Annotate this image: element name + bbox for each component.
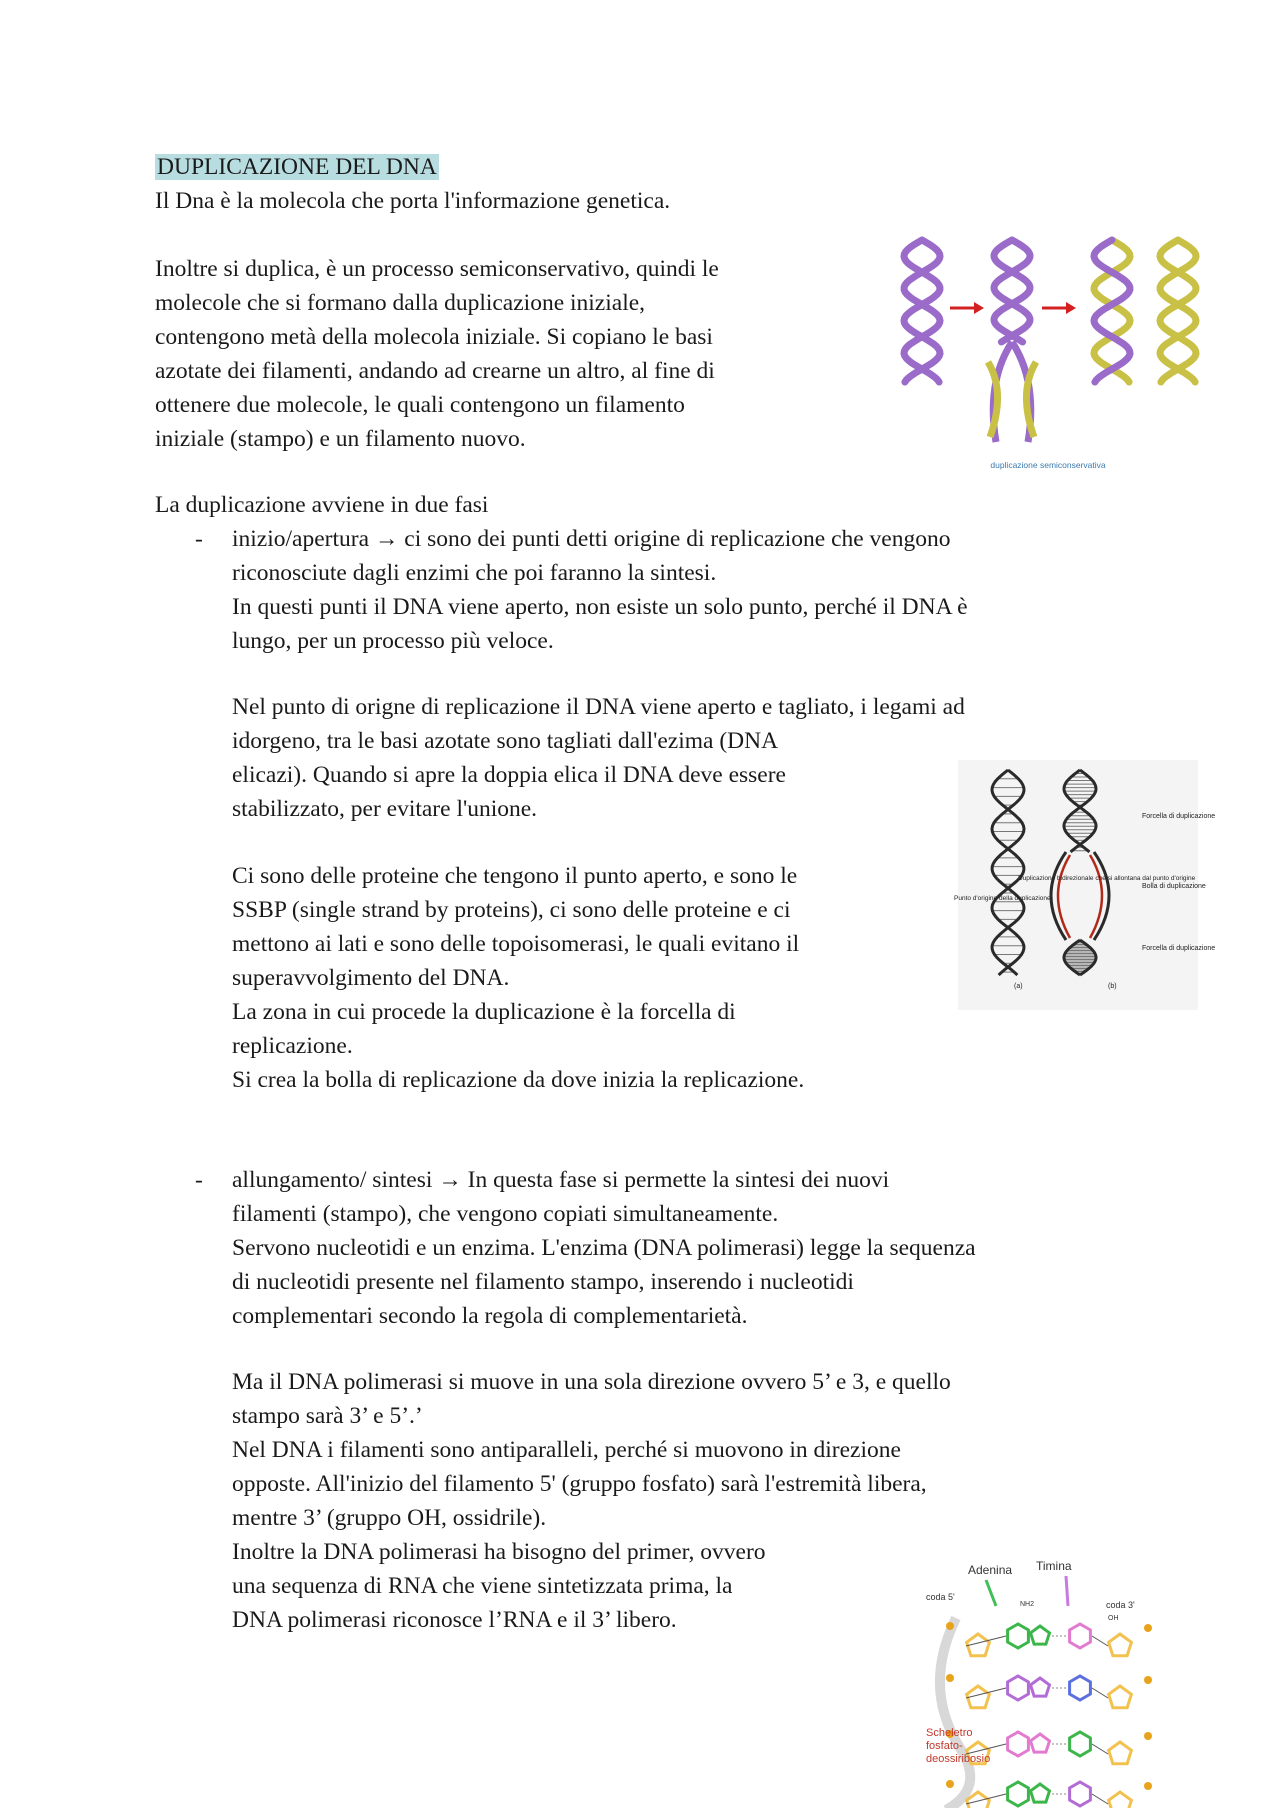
b1-line: In questi punti il DNA viene aperto, non esiste un solo punto, perché il DNA è <box>232 594 968 620</box>
label-oh: OH <box>1108 1615 1119 1622</box>
label-forcella: Forcella di duplicazione <box>1142 813 1216 820</box>
phosphate-right <box>1144 1782 1152 1790</box>
dna-chemistry-illustration <box>916 1548 1176 1808</box>
p1-line: molecole che si formano dalla duplicazione iniziale, <box>155 290 646 316</box>
b1-line: idorgeno, tra le basi azotate sono tagliati dall'ezima (DNA <box>232 728 779 754</box>
b1-line: inizio/apertura → ci sono dei punti detti origine di replicazione che vengono <box>232 526 951 552</box>
label-nh2: NH2 <box>1020 1601 1035 1608</box>
daughter-helix-right <box>1160 240 1196 382</box>
base-ring-left-b <box>1031 1734 1050 1752</box>
base-ring-left <box>1008 1782 1029 1806</box>
phosphate-left <box>946 1674 954 1682</box>
splitting-helix <box>988 240 1036 442</box>
helix-b-top-strand-1 <box>1064 770 1096 852</box>
timina-arrow <box>1066 1576 1068 1606</box>
phosphate-left <box>946 1622 954 1630</box>
p1-line: azotate dei filamenti, andando ad crearne un altro, al fine di <box>155 358 715 384</box>
semiconservative-illustration <box>886 232 1206 472</box>
parent-helix <box>904 240 940 382</box>
b1-line: superavvolgimento del DNA. <box>232 965 510 991</box>
label-timina: Timina <box>1036 1559 1072 1573</box>
b2-line: allungamento/ sintesi → In questa fase si permette la sintesi dei nuovi <box>232 1167 890 1193</box>
nucleotide-rows <box>946 1622 1152 1808</box>
b1-line: elicazi). Quando si apre la doppia elica il DNA deve essere <box>232 762 786 788</box>
b1-line: mettono ai lati e sono delle topoisomerasi, le quali evitano il <box>232 931 800 957</box>
b2-line: filamenti (stampo), che vengono copiati simultaneamente. <box>232 1201 779 1227</box>
semiconservative-figure <box>886 232 1206 472</box>
sugar-right <box>1109 1742 1132 1764</box>
b1-line: Ci sono delle proteine che tengono il punto aperto, e sono le <box>232 863 798 889</box>
label-forcella-2: Forcella di duplicazione <box>1142 945 1216 952</box>
glycosidic-bond <box>1092 1636 1108 1646</box>
p1-line: contengono metà della molecola iniziale. Si copiano le basi <box>155 324 713 350</box>
sugar-right <box>1109 1792 1132 1808</box>
new-strand-left <box>1058 855 1070 938</box>
daughter-helix-left <box>1094 240 1130 382</box>
b2-line: mentre 3’ (gruppo OH, ossidrile). <box>232 1505 547 1531</box>
red-arrow <box>950 302 984 314</box>
p1-line: iniziale (stampo) e un filamento nuovo. <box>155 426 526 452</box>
red-arrow <box>1042 302 1076 314</box>
base-ring-left-b <box>1031 1626 1050 1644</box>
scheletro-line: Scheletro <box>926 1727 973 1739</box>
b1-line: stabilizzato, per evitare l'unione. <box>232 796 538 822</box>
b1-line: replicazione. <box>232 1033 353 1059</box>
b2-line: una sequenza di RNA che viene sintetizzata prima, la <box>232 1573 733 1599</box>
label-coda3: coda 3' <box>1106 1600 1135 1610</box>
scheletro-line: fosfato- <box>926 1740 963 1752</box>
b2-line: Nel DNA i filamenti sono antiparalleli, perché si muovono in direzione <box>232 1437 901 1463</box>
base-ring-left <box>1008 1624 1029 1648</box>
base-ring-left <box>1008 1676 1029 1700</box>
bullet-marker: - <box>195 1167 203 1193</box>
label-bolla: Bolla di duplicazione <box>1142 883 1206 890</box>
base-ring-left-b <box>1031 1678 1050 1696</box>
bullet-marker: - <box>195 526 203 552</box>
label-scheletro <box>926 1727 990 1765</box>
base-ring-left-b <box>1031 1784 1050 1802</box>
base-ring-left <box>1008 1732 1029 1756</box>
b1-line: Nel punto di origne di replicazione il DNA viene aperto e tagliato, i legami ad <box>232 694 965 720</box>
phosphate-right <box>1144 1676 1152 1684</box>
b2-line: complementari secondo la regola di complementarietà. <box>232 1303 748 1329</box>
scheletro-line: deossiribosio <box>926 1753 991 1765</box>
label-dup: Duplicazione bidirezionale che si allontana dal punto d'origine <box>1018 875 1196 882</box>
replication-fork-illustration <box>954 760 1216 1010</box>
b2-line: Inoltre la DNA polimerasi ha bisogno del primer, ovvero <box>232 1539 766 1565</box>
intro-line: Il Dna è la molecola che porta l'informazione genetica. <box>155 188 671 214</box>
phases-intro: La duplicazione avviene in due fasi <box>155 492 489 518</box>
semi-caption: duplicazione semiconservativa <box>990 460 1106 470</box>
b2-line: opposte. All'inizio del filamento 5' (gruppo fosfato) sarà l'estremità libera, <box>232 1471 927 1497</box>
b1-line: Si crea la bolla di replicazione da dove inizia la replicazione. <box>232 1067 805 1093</box>
backbone-shadow <box>940 1618 970 1808</box>
helix-b <box>1051 770 1109 975</box>
b1-line: riconosciute dagli enzimi che poi faranno la sintesi. <box>232 560 717 586</box>
label-a: (a) <box>1014 983 1023 990</box>
phosphate-right <box>1144 1624 1152 1632</box>
label-coda5: coda 5' <box>926 1592 955 1602</box>
phosphate-right <box>1144 1732 1152 1740</box>
title-highlight: DUPLICAZIONE DEL DNA <box>157 154 437 180</box>
base-ring-right <box>1070 1782 1091 1806</box>
b1-line: La zona in cui procede la duplicazione è la forcella di <box>232 999 736 1025</box>
document-title <box>155 151 439 185</box>
glycosidic-bond <box>1092 1688 1108 1698</box>
base-ring-right <box>1070 1624 1091 1648</box>
b2-line: di nucleotidi presente nel filamento stampo, inserendo i nucleotidi <box>232 1269 854 1295</box>
p1-line: Inoltre si duplica, è un processo semiconservativo, quindi le <box>155 256 719 282</box>
glycosidic-bond <box>1092 1744 1108 1754</box>
helix-b-top-strand-2 <box>1064 770 1096 852</box>
b1-line: lungo, per un processo più veloce. <box>232 628 554 654</box>
label-b: (b) <box>1108 983 1117 990</box>
sugar-right <box>1109 1686 1132 1708</box>
helix-a <box>992 770 1024 975</box>
b2-line: stampo sarà 3’ e 5’.’ <box>232 1403 423 1429</box>
adenina-arrow <box>986 1580 996 1606</box>
label-adenina: Adenina <box>968 1563 1013 1577</box>
b2-line: DNA polimerasi riconosce l’RNA e il 3’ libero. <box>232 1607 677 1633</box>
b2-line: Ma il DNA polimerasi si muove in una sola direzione ovvero 5’ e 3, e quello <box>232 1369 951 1395</box>
sugar-right <box>1109 1634 1132 1656</box>
p1-line: ottenere due molecole, le quali contengono un filamento <box>155 392 685 418</box>
dna-chemistry-figure <box>916 1548 1176 1808</box>
b1-line: SSBP (single strand by proteins), ci sono delle proteine e ci <box>232 897 791 923</box>
label-punto: Punto d'origine della duplicazione <box>954 895 1051 902</box>
base-ring-right <box>1070 1676 1091 1700</box>
base-ring-right <box>1070 1732 1091 1756</box>
new-strand-right <box>1090 855 1102 938</box>
glycosidic-bond <box>1092 1794 1108 1804</box>
phosphate-left <box>946 1780 954 1788</box>
replication-fork-figure <box>954 760 1216 1010</box>
b2-line: Servono nucleotidi e un enzima. L'enzima (DNA polimerasi) legge la sequenza <box>232 1235 976 1261</box>
